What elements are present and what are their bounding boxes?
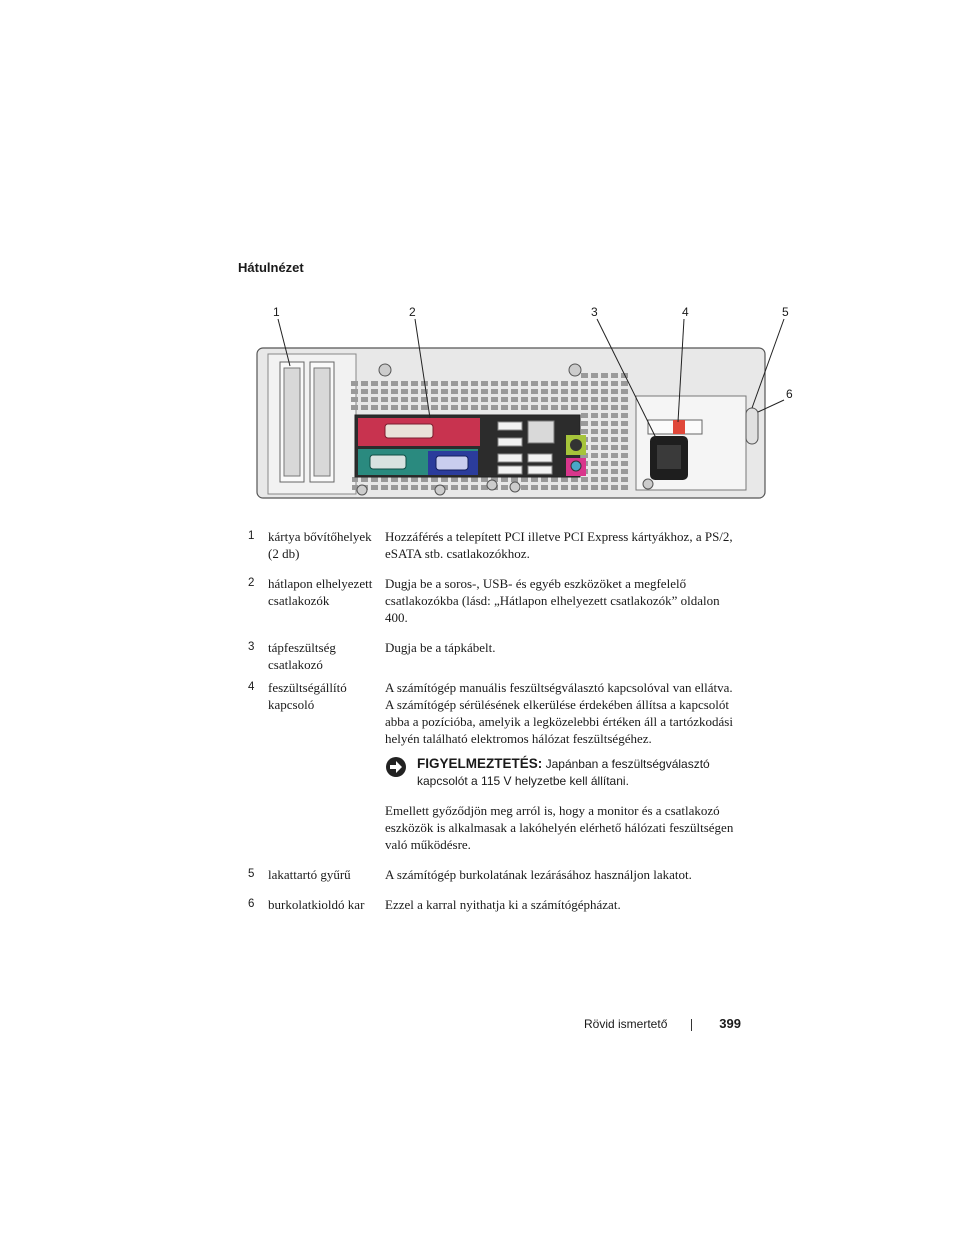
legend-number: 3 [248, 641, 255, 653]
legend-term: kártya bővítőhelyek (2 db) [268, 529, 372, 561]
section-title: Hátulnézet [238, 260, 304, 275]
legend-row [240, 679, 740, 860]
footer-label: Rövid ismertető [584, 1017, 668, 1031]
legend-table [240, 528, 740, 926]
page-footer [540, 1015, 741, 1035]
legend-description-text: Dugja be a soros-, USB- és egyéb eszközöket a megfelelő csatlakozókba (lásd: „Hátlapon elhelyezett csatlakozók” oldalon 400. [385, 576, 720, 625]
legend-description [385, 679, 740, 860]
warning-label: FIGYELMEZTETÉS: [417, 756, 543, 771]
legend-row [240, 575, 740, 633]
legend-description [385, 639, 740, 673]
warning-text: Japánban a feszültségválasztó kapcsolót a 115 V helyzetbe kell állítani. [417, 757, 710, 788]
legend-description [385, 896, 740, 920]
legend-description-text: Emellett győződjön meg arról is, hogy a monitor és a csatlakozó eszközök is alkalmasak a lakóhelyén elérhető hálózati feszültségen való működésre. [385, 803, 734, 852]
legend-row [240, 866, 740, 890]
callout-6: 6 [786, 387, 793, 401]
legend-term: feszültségállító kapcsoló [268, 680, 347, 712]
legend-row [240, 639, 740, 673]
callout-5: 5 [782, 305, 789, 319]
legend-description [385, 575, 740, 633]
page-number: 399 [719, 1016, 741, 1031]
legend-number: 5 [248, 868, 255, 880]
callout-3: 3 [591, 305, 598, 319]
warning-note [385, 755, 740, 790]
callout-1: 1 [273, 305, 280, 319]
legend-description-text: Ezzel a karral nyithatja ki a számítógépházat. [385, 897, 621, 912]
legend-description-text: Dugja be a tápkábelt. [385, 640, 496, 655]
legend-number: 1 [248, 530, 255, 542]
legend-description [385, 528, 740, 569]
legend-description-text: A számítógép manuális feszültségválasztó kapcsolóval van ellátva. A számítógép sérülésének elkerülése érdekében állítsa a kapcsolót abba a pozícióba, amelyik a legközelebbi értéken áll a tartózkodási helyén található elektromos hálózat feszültségéhez. [385, 680, 733, 746]
computer-rear-illustration [240, 300, 800, 510]
legend-number: 6 [248, 898, 255, 910]
legend-description-text: Hozzáférés a telepített PCI illetve PCI Express kártyákhoz, a PS/2, eSATA stb. csatlakozókhoz. [385, 529, 733, 561]
warning-text-block [417, 755, 740, 790]
footer-separator [691, 1019, 692, 1031]
callout-4: 4 [682, 305, 689, 319]
legend-row [240, 528, 740, 569]
legend-term: burkolatkioldó kar [268, 897, 365, 912]
legend-row [240, 896, 740, 920]
power-supply [636, 396, 746, 490]
callout-2: 2 [409, 305, 416, 319]
warning-arrow-icon [385, 755, 417, 790]
legend-term: tápfeszültség csatlakozó [268, 640, 336, 672]
legend-number: 2 [248, 577, 255, 589]
rear-io-panel [355, 415, 586, 477]
legend-description [385, 866, 740, 890]
rear-view-figure [240, 300, 800, 510]
legend-number: 4 [248, 681, 255, 693]
legend-term: hátlapon elhelyezett csatlakozók [268, 576, 373, 608]
legend-term: lakattartó gyűrű [268, 867, 351, 882]
legend-description-text: A számítógép burkolatának lezárásához használjon lakatot. [385, 867, 692, 882]
